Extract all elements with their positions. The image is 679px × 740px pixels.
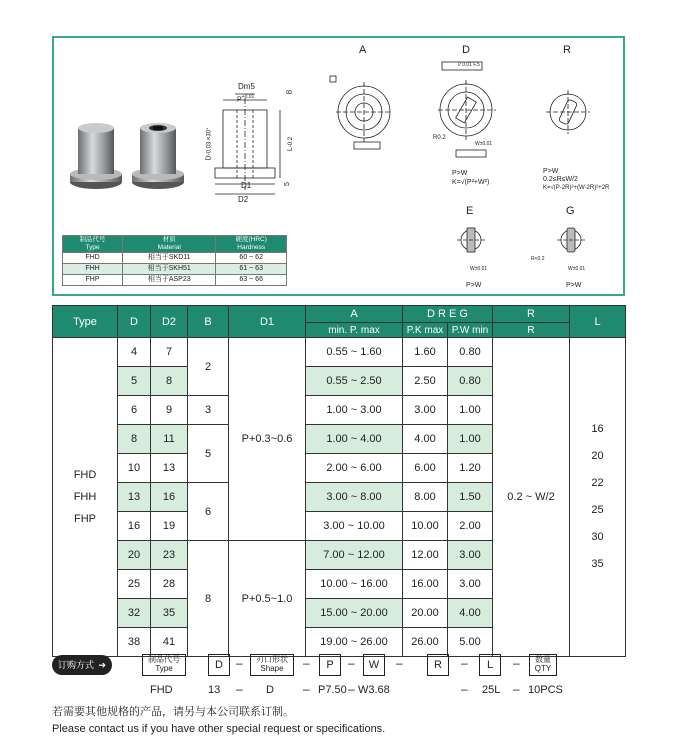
pw-cell: 2.00: [448, 512, 493, 541]
d2-cell: 9: [151, 396, 188, 425]
d-cell: 32: [118, 599, 151, 628]
header-dreg: D R E G: [403, 306, 493, 323]
pk-cell: 10.00: [403, 512, 448, 541]
header-strip: [440, 0, 679, 6]
dash: –: [396, 656, 403, 670]
example-shape: D: [266, 684, 274, 696]
order-r-box: R: [427, 654, 449, 676]
d1-cell: P+0.5~1.0: [229, 541, 306, 657]
mat-header-hardness: 硬度(HRC) Hardness: [216, 236, 287, 253]
material-table: [62, 235, 287, 286]
pk-cell: 26.00: [403, 628, 448, 657]
d2-cell: 28: [151, 570, 188, 599]
note-cn: 若需要其他规格的产品，请另与本公司联系订制。: [52, 706, 294, 718]
d2-label: D2: [238, 195, 249, 204]
order-shape-box: 刃口形状 Shape: [250, 654, 294, 676]
pk-cell: 2.50: [403, 367, 448, 396]
example-type: FHD: [150, 684, 173, 696]
view-a-drawing: [328, 62, 400, 157]
d2-cell: 23: [151, 541, 188, 570]
l-tol-label: L-0.2: [287, 136, 295, 152]
order-badge: 订购方式 ➔: [52, 655, 112, 675]
order-qty-box: 数量 QTY: [529, 654, 557, 676]
d2-cell: 35: [151, 599, 188, 628]
mat-cell: 相当于SKD11: [123, 253, 216, 264]
spec-table: [52, 305, 626, 657]
dash: –: [236, 656, 243, 670]
b-cell: 3: [188, 396, 229, 425]
order-d-box: D: [208, 654, 230, 676]
spec-table-body: [53, 338, 626, 657]
header-a: A: [306, 306, 403, 323]
a-cell: 3.00 ~ 10.00: [306, 512, 403, 541]
mat-cell: 相当于SKH51: [123, 264, 216, 275]
e-w001: W±0.01: [470, 266, 488, 272]
pk-cell: 16.00: [403, 570, 448, 599]
d-r02: R0.2: [433, 135, 446, 141]
view-g-drawing: [555, 220, 595, 265]
note-en: Please contact us if you have other special request or specifications.: [52, 723, 386, 735]
pk-cell: 6.00: [403, 454, 448, 483]
dash: –: [348, 682, 355, 696]
order-p-box: P: [319, 654, 341, 676]
dash: –: [348, 656, 355, 670]
mat-cell: 相当于ASP23: [123, 275, 216, 286]
header-r: R: [493, 306, 570, 323]
r-cell: 0.2 ~ W/2: [493, 338, 570, 657]
b-cell: 5: [188, 425, 229, 483]
d-cell: 20: [118, 541, 151, 570]
d2-cell: 16: [151, 483, 188, 512]
b-cell: 8: [188, 541, 229, 657]
p-tol-label: $P^{+0.01}$: [237, 94, 255, 104]
dash: –: [513, 682, 520, 696]
g-pw: P>W: [566, 282, 582, 289]
d2-cell: 8: [151, 367, 188, 396]
d-cell: 10: [118, 454, 151, 483]
dm5-label: Dm5: [238, 82, 255, 91]
header-d: D: [118, 306, 151, 338]
mat-cell: FHD: [63, 253, 123, 264]
mat-cell: 63 ~ 66: [216, 275, 287, 286]
pk-cell: 4.00: [403, 425, 448, 454]
view-r-label: R: [563, 44, 571, 56]
d-cell: 6: [118, 396, 151, 425]
g-r02: R<0.2: [531, 256, 545, 262]
e-pw: P>W: [466, 282, 482, 289]
r-k: K=√(P-2R)²+(W-2R)²+2R: [543, 185, 610, 191]
type-cell: FHD FHH FHP: [53, 338, 118, 657]
dash: –: [513, 656, 520, 670]
example-qty: 10PCS: [528, 684, 563, 696]
header-b: B: [188, 306, 229, 338]
view-e-drawing: [455, 220, 495, 265]
view-g-label: G: [566, 205, 575, 217]
d-flatness: // 0.01 F.5: [458, 62, 480, 68]
header-d2: D2: [151, 306, 188, 338]
a-cell: 3.00 ~ 8.00: [306, 483, 403, 512]
header-d1: D1: [229, 306, 306, 338]
d2-cell: 19: [151, 512, 188, 541]
pk-cell: 8.00: [403, 483, 448, 512]
dash: –: [236, 682, 243, 696]
pw-cell: 0.80: [448, 367, 493, 396]
view-d-drawing: [430, 60, 510, 160]
pk-cell: 12.00: [403, 541, 448, 570]
d1-cell: P+0.3~0.6: [229, 338, 306, 541]
header-pk: P.K max: [403, 323, 448, 338]
pk-cell: 20.00: [403, 599, 448, 628]
view-a-label: A: [359, 44, 367, 56]
pk-cell: 3.00: [403, 396, 448, 425]
five-label: 5: [283, 182, 291, 186]
b-cell: 2: [188, 338, 229, 396]
d-cell: 8: [118, 425, 151, 454]
d-cell: 13: [118, 483, 151, 512]
example-d: 13: [208, 684, 221, 696]
d-w001: W±0.01: [475, 141, 493, 147]
pw-cell: 1.50: [448, 483, 493, 512]
d-tol-label: D-0.03 ×30°: [205, 127, 213, 161]
d-cell: 25: [118, 570, 151, 599]
mat-header-type: 制品代号 Type: [63, 236, 123, 253]
order-w-box: W: [363, 654, 385, 676]
mat-cell: 60 ~ 62: [216, 253, 287, 264]
dash: –: [461, 656, 468, 670]
mat-header-material: 材质 Material: [123, 236, 216, 253]
g-w001: W±0.01: [568, 266, 586, 272]
a-cell: 1.00 ~ 4.00: [306, 425, 403, 454]
r-range: 0.2≤R≤W/2: [543, 176, 578, 183]
arrow-icon: ➔: [98, 660, 106, 670]
header-pw: P.W min: [448, 323, 493, 338]
pw-cell: 0.80: [448, 338, 493, 367]
a-cell: 2.00 ~ 6.00: [306, 454, 403, 483]
a-cell: 7.00 ~ 12.00: [306, 541, 403, 570]
d-cell: 16: [118, 512, 151, 541]
section-drawing: [205, 78, 320, 208]
example-p: P7.50: [318, 684, 347, 696]
header-a-sub: min. P. max: [306, 323, 403, 338]
a-cell: 10.00 ~ 16.00: [306, 570, 403, 599]
view-d-label: D: [462, 44, 470, 56]
pk-cell: 1.60: [403, 338, 448, 367]
a-cell: 19.00 ~ 26.00: [306, 628, 403, 657]
view-r-drawing: [538, 80, 606, 150]
b-tol-label: B: [286, 89, 294, 95]
pw-cell: 5.00: [448, 628, 493, 657]
pw-cell: 1.00: [448, 396, 493, 425]
d-cell: 5: [118, 367, 151, 396]
mat-cell: 61 ~ 63: [216, 264, 287, 275]
example-w: W3.68: [358, 684, 390, 696]
r-pw: P>W: [543, 168, 559, 175]
header-type: Type: [53, 306, 118, 338]
mat-cell: FHP: [63, 275, 123, 286]
d2-cell: 7: [151, 338, 188, 367]
view-e-label: E: [466, 205, 474, 217]
pw-cell: 1.00: [448, 425, 493, 454]
b-cell: 6: [188, 483, 229, 541]
order-type-box: 制品代号 Type: [142, 654, 186, 676]
dash: –: [461, 682, 468, 696]
dash: –: [303, 682, 310, 696]
d2-cell: 13: [151, 454, 188, 483]
d-pw: P>W: [452, 170, 468, 177]
pw-cell: 1.20: [448, 454, 493, 483]
example-l: 25L: [482, 684, 501, 696]
mat-cell: FHH: [63, 264, 123, 275]
pw-cell: 3.00: [448, 570, 493, 599]
product-photo: [62, 118, 202, 198]
d1-label: D1: [241, 181, 252, 190]
d2-cell: 11: [151, 425, 188, 454]
a-cell: 1.00 ~ 3.00: [306, 396, 403, 425]
order-l-box: L: [479, 654, 501, 676]
d-cell: 38: [118, 628, 151, 657]
pw-cell: 3.00: [448, 541, 493, 570]
a-cell: 15.00 ~ 20.00: [306, 599, 403, 628]
header-r-sub: R: [493, 323, 570, 338]
pw-cell: 4.00: [448, 599, 493, 628]
l-cell: 16 20 22 25 30 35: [570, 338, 626, 657]
dash: –: [303, 656, 310, 670]
a-cell: 0.55 ~ 1.60: [306, 338, 403, 367]
d-k: K=√(P²+W²): [452, 179, 490, 186]
d-cell: 4: [118, 338, 151, 367]
header-l: L: [570, 306, 626, 338]
d2-cell: 41: [151, 628, 188, 657]
a-cell: 0.55 ~ 2.50: [306, 367, 403, 396]
